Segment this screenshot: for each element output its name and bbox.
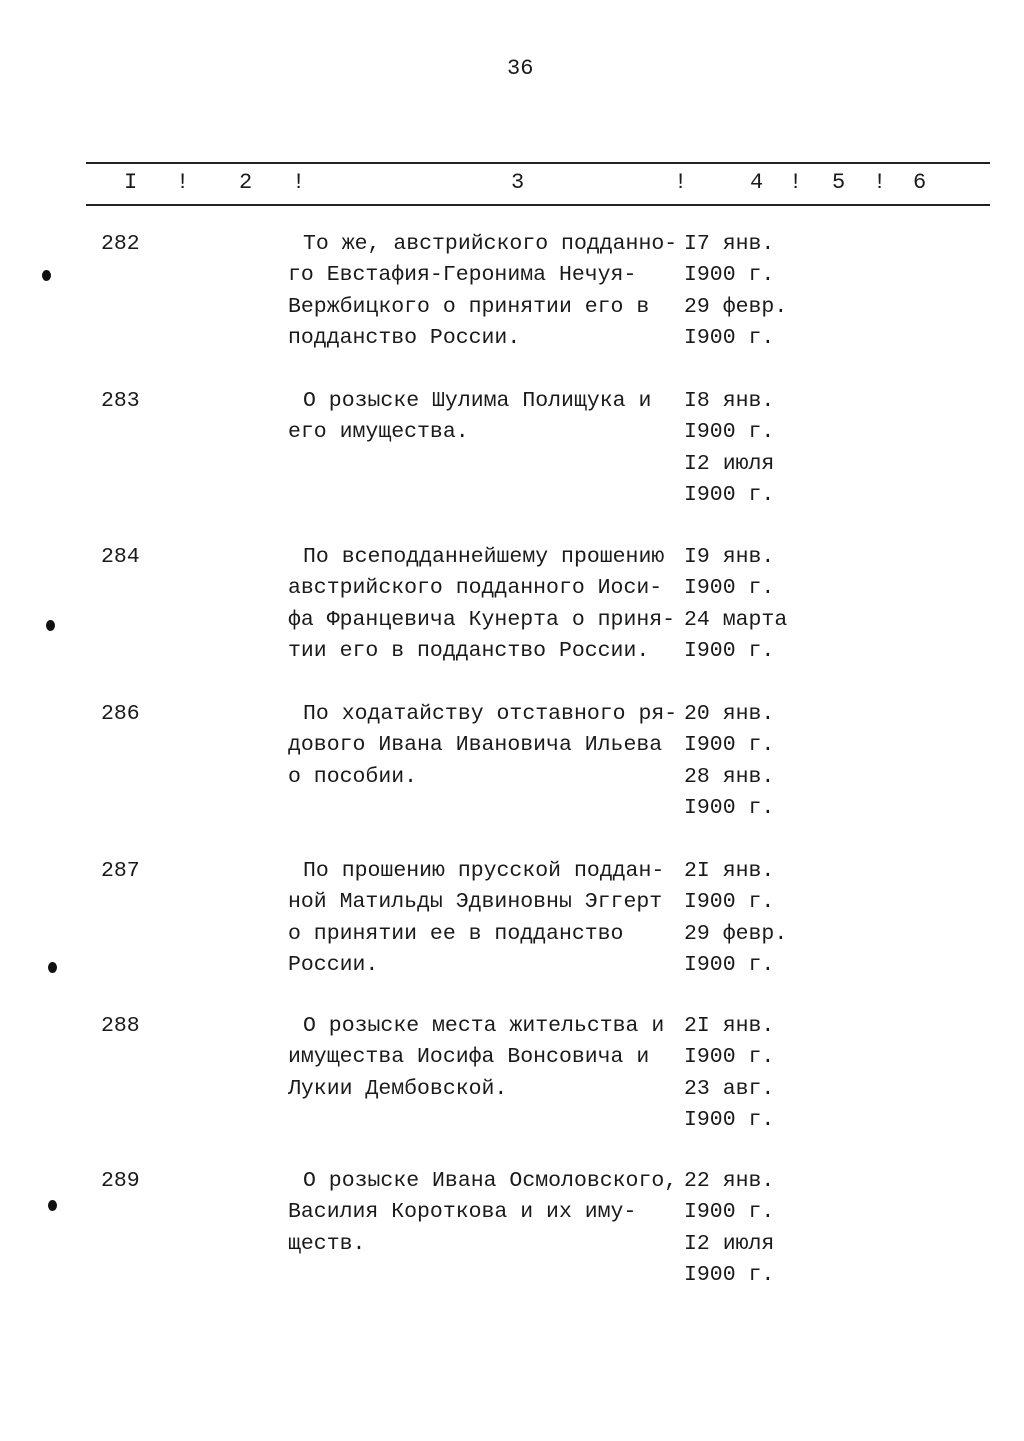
description-line: имущества Иосифа Вонсовича и (288, 1045, 650, 1070)
description-line: дового Ивана Ивановича Ильева (288, 733, 663, 758)
description-line: о принятии ее в подданство (288, 921, 624, 946)
record-description (288, 856, 664, 981)
column-header-1: I (124, 170, 138, 195)
column-header-2: 2 (239, 170, 253, 195)
description-line: О розыске Ивана Осмоловского, (303, 1169, 678, 1193)
record-number: 284 (101, 545, 140, 569)
punch-hole-mark (46, 620, 55, 631)
header-top-rule (86, 162, 990, 164)
page-number: 36 (507, 56, 534, 81)
record-number: 286 (101, 702, 140, 726)
description-line: ной Матильды Эдвиновны Эггерт (288, 890, 663, 915)
date-line: I900 г. (684, 325, 775, 350)
column-separator: ! (789, 170, 803, 195)
description-line: Василия Короткова и их иму- (288, 1200, 637, 1225)
description-line: ществ. (288, 1231, 366, 1256)
column-separator: ! (292, 170, 306, 195)
description-line: О розыске места жительства и (303, 1014, 665, 1038)
record-description (288, 1011, 664, 1105)
description-line: Вержбицкого о принятии его в (288, 294, 650, 319)
date-line: 28 янв. (684, 764, 775, 789)
record-number: 282 (101, 232, 140, 256)
record-number: 288 (101, 1014, 140, 1038)
date-line: I900 г. (684, 890, 775, 915)
record-number: 283 (101, 389, 140, 413)
date-line: I900 г. (684, 263, 775, 288)
date-line: I9 янв. (684, 545, 775, 569)
date-line: 22 янв. (684, 1169, 775, 1193)
record-dates (684, 542, 787, 667)
description-line: О розыске Шулима Полищука и (303, 389, 652, 413)
column-header-5: 5 (832, 170, 846, 195)
date-line: 29 февр. (684, 921, 788, 946)
date-line: I900 г. (684, 1262, 775, 1287)
punch-hole-mark (42, 270, 51, 281)
description-line: австрийского подданного Иоси- (288, 576, 663, 601)
column-header-3: 3 (511, 170, 525, 195)
description-line: По всеподданнейшему прошению (303, 545, 665, 569)
column-separator: ! (176, 170, 190, 195)
record-dates (684, 229, 787, 354)
record-number: 287 (101, 859, 140, 883)
date-line: I900 г. (684, 952, 775, 977)
date-line: 2I янв. (684, 859, 775, 883)
record-dates (684, 856, 787, 981)
date-line: I900 г. (684, 576, 775, 601)
punch-hole-mark (48, 1200, 57, 1211)
description-line: фа Францевича Кунерта о приня- (288, 607, 676, 632)
record-description (288, 1166, 677, 1260)
date-line: I900 г. (684, 638, 775, 663)
date-line: I900 г. (684, 1045, 775, 1070)
record-dates (684, 699, 774, 824)
date-line: 20 янв. (684, 702, 775, 726)
column-header-4: 4 (750, 170, 764, 195)
record-dates (684, 386, 774, 511)
date-line: I7 янв. (684, 232, 775, 256)
date-line: I900 г. (684, 482, 775, 507)
record-description (288, 542, 675, 667)
description-line: По прошению прусской поддан- (303, 859, 665, 883)
description-line: подданство России. (288, 325, 521, 350)
description-line: России. (288, 952, 379, 977)
date-line: I2 июля (684, 451, 775, 476)
date-line: I900 г. (684, 1107, 775, 1132)
record-description (288, 386, 651, 449)
description-line: о пособии. (288, 764, 418, 789)
date-line: 2I янв. (684, 1014, 775, 1038)
record-dates (684, 1166, 774, 1291)
date-line: I8 янв. (684, 389, 775, 413)
record-number: 289 (101, 1169, 140, 1193)
date-line: I900 г. (684, 795, 775, 820)
punch-hole-mark (48, 962, 57, 973)
description-line: го Евстафия-Геронима Нечуя- (288, 263, 637, 288)
date-line: I900 г. (684, 733, 775, 758)
date-line: 23 авг. (684, 1076, 775, 1101)
column-header-6: 6 (913, 170, 927, 195)
record-description (288, 229, 677, 354)
record-description (288, 699, 677, 793)
description-line: То же, австрийского подданно- (303, 232, 678, 256)
date-line: I900 г. (684, 420, 775, 445)
description-line: По ходатайству отставного ря- (303, 702, 678, 726)
description-line: тии его в подданство Рoссии. (288, 638, 650, 663)
column-separator: ! (873, 170, 887, 195)
record-dates (684, 1011, 774, 1136)
header-bottom-rule (86, 204, 990, 206)
description-line: Лукии Дембовской. (288, 1076, 508, 1101)
date-line: I900 г. (684, 1200, 775, 1225)
date-line: I2 июля (684, 1231, 775, 1256)
date-line: 24 марта (684, 607, 788, 632)
column-separator: ! (674, 170, 688, 195)
description-line: его имущества. (288, 420, 469, 445)
date-line: 29 февр. (684, 294, 788, 319)
